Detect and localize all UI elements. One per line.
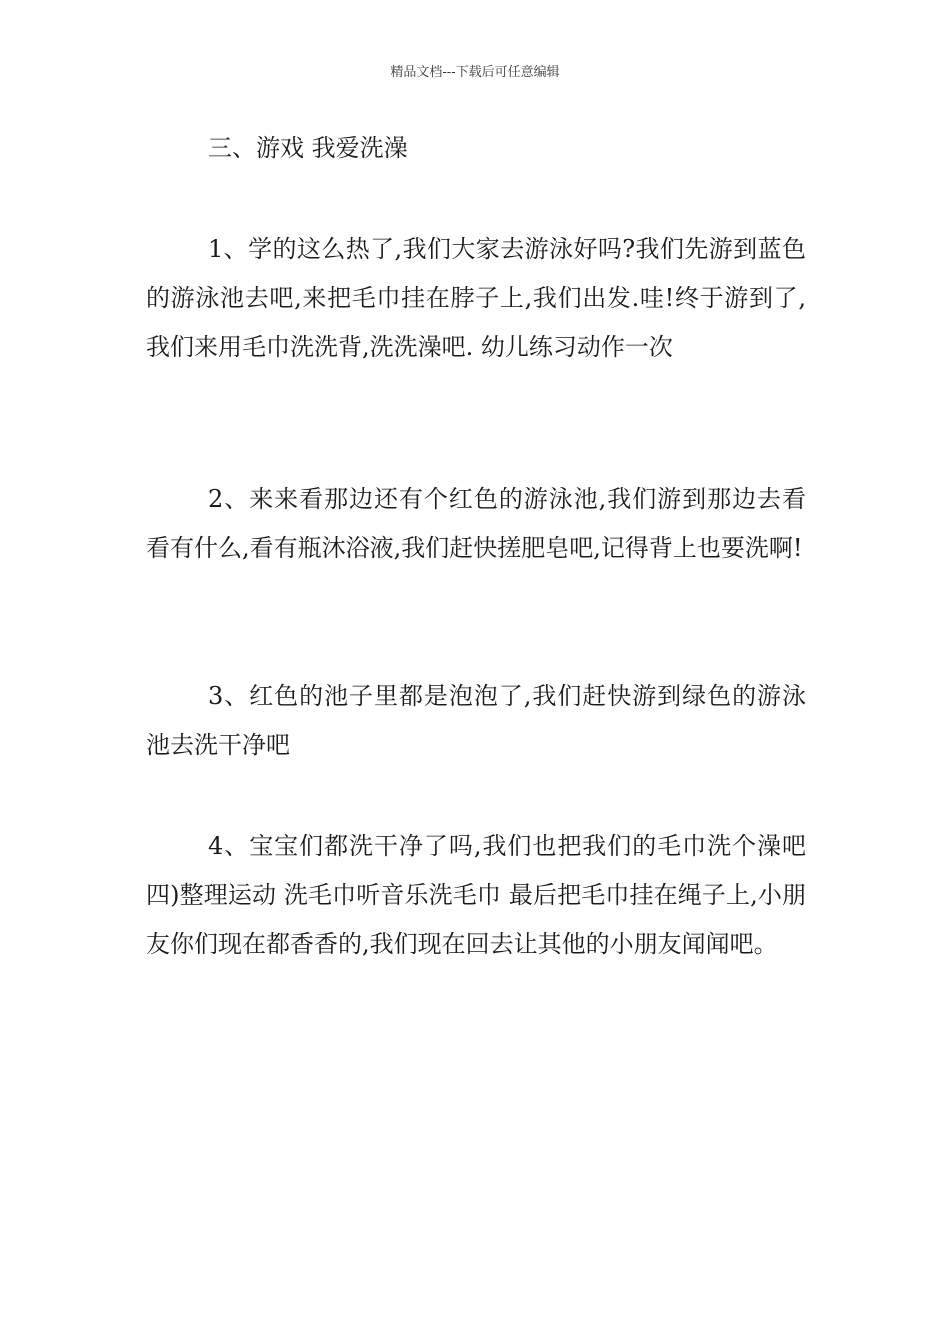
paragraph-3: 3、红色的池子里都是泡泡了,我们赶快游到绿色的游泳池去洗干净吧: [146, 682, 806, 759]
paragraph-2: 2、来来看那边还有个红色的游泳池,我们游到那边去看看有什么,看有瓶沐浴液,我们赶快搓肥皂吧,记得背上也要洗啊!: [146, 485, 806, 562]
paragraph-1: 1、学的这么热了,我们大家去游泳好吗?我们先游到蓝色的游泳池去吧,来把毛巾挂在脖子上,我们出发.哇!终于游到了,我们来用毛巾洗洗背,洗洗澡吧. 幼儿练习动作一次: [146, 235, 806, 361]
paragraph-4: 4、宝宝们都洗干净了吗,我们也把我们的毛巾洗个澡吧四)整理运动 洗毛巾听音乐洗毛巾 最后把毛巾挂在绳子上,小朋友你们现在都香香的,我们现在回去让其他的小朋友闻闻吧。: [146, 832, 806, 958]
page-header: 精品文档---下载后可任意编辑: [390, 65, 560, 80]
section-title: 三、游戏 我爱洗澡: [208, 134, 408, 162]
